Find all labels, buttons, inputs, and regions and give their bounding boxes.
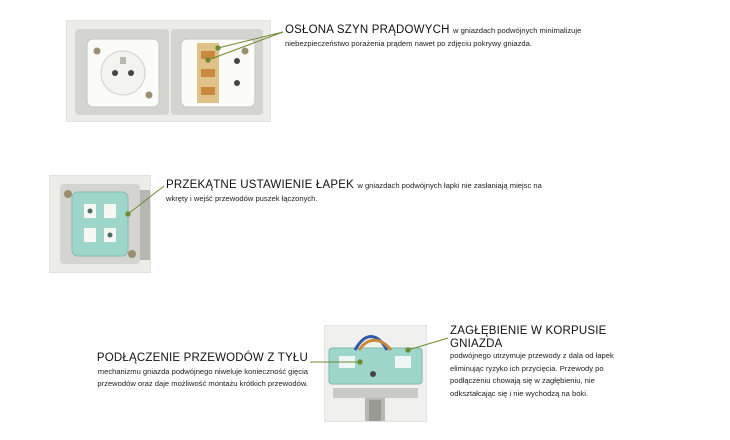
caption-rail-cover-text: w gniazdach podwójnych minimalizuje niebezpieczeństwo porażenia prądem nawet po zdjęciu pokrywy gniazda.	[285, 26, 582, 48]
caption-diagonal-claws-text: w gniazdach podwójnych łapki nie zasłaniają miejsc na wkręty i wejść przewodów puszek łączonych.	[166, 181, 542, 203]
caption-rail-cover-heading: OSŁONA SZYN PRĄDOWYCH	[285, 24, 453, 36]
caption-back-wiring-heading: PODŁĄCZENIE PRZEWODÓW Z TYŁU	[96, 352, 308, 364]
caption-diagonal-claws-heading: PRZEKĄTNE USTAWIENIE ŁAPEK	[166, 179, 358, 191]
caption-recess-heading: ZAGŁĘBIENIE W KORPUSIE GNIAZDA	[450, 325, 607, 350]
caption-back-wiring-text: mechanizmu gniazda podwójnego niweluje konieczność gięcia przewodów oraz daje możliwość montażu krótkich przewodów.	[97, 366, 308, 388]
caption-recess-text: podwójnego utrzymuje przewody z dala od łapek eliminując ryzyko ich przycięcia. Przewody po podłączeniu chowają się w zagłębieniu, nie odkształcając się i nie wychodzą na boki.	[450, 351, 614, 398]
diagonal-claws-photo	[49, 175, 151, 273]
caption-recess	[450, 325, 630, 400]
recess-photo	[324, 325, 427, 422]
double-socket-photo	[66, 20, 271, 122]
caption-diagonal-claws	[166, 179, 546, 205]
caption-rail-cover	[285, 24, 605, 50]
caption-back-wiring	[70, 352, 308, 391]
